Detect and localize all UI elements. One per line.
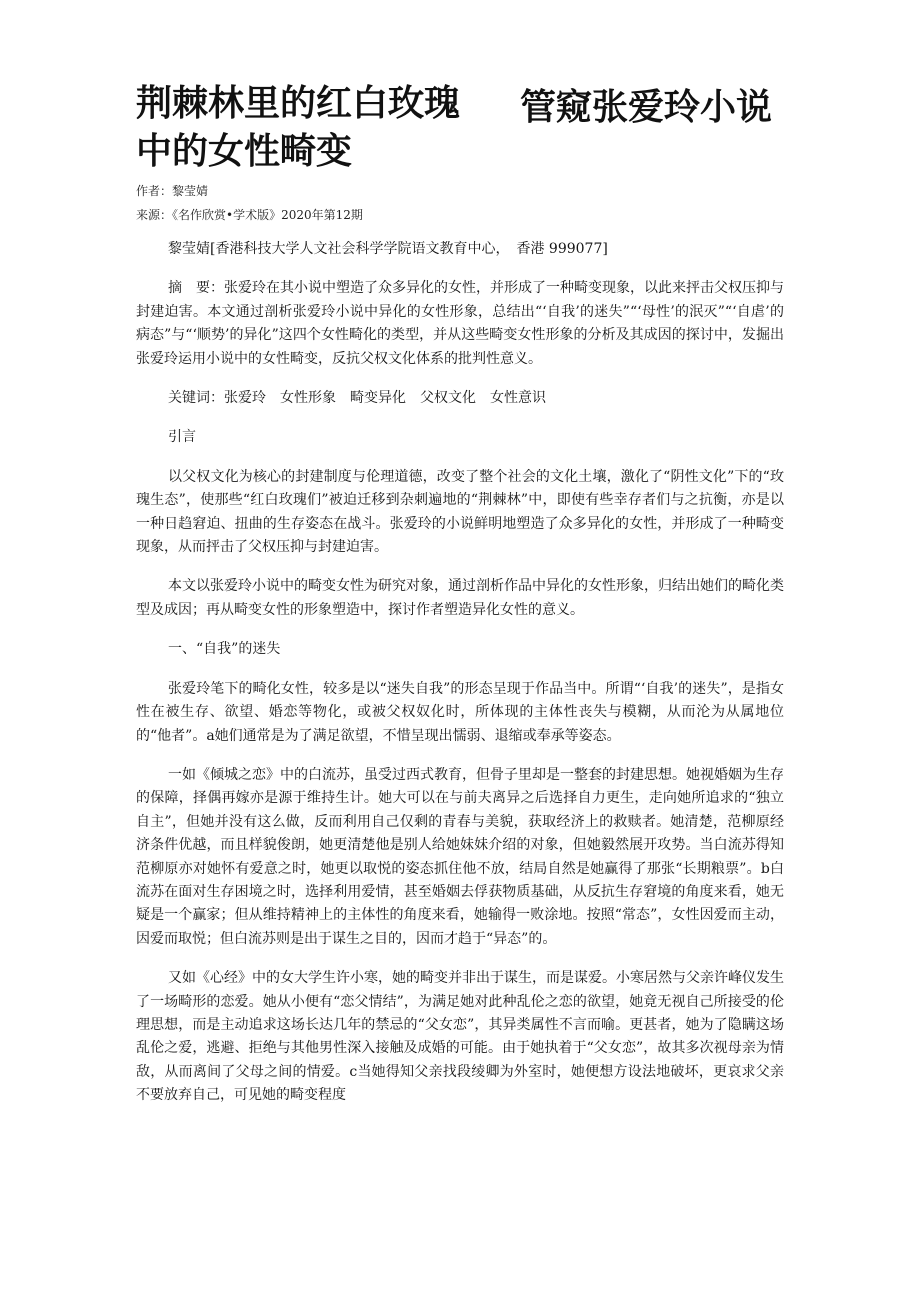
section1-paragraph-2: 一如《倾城之恋》中的白流苏，虽受过西式教育，但骨子里却是一整套的封建思想。她视婚姻为生存的保障，择偶再嫁亦是源于维持生计。她大可以在与前夫离异之后选择自力更生，走向她所追求的“独立自主”，但她并没有这么做，反而利用自己仅剩的青春与美貌，获取经济上的救赎者。她清楚，范柳原经济条件优越，而且样貌俊朗，她更清楚他是别人给她妹妹介绍的对象，但她毅然展开攻势。当白流苏得知范柳原亦对她怀有爱意之时，她更以取悦的姿态抓住他不放，结局自然是她赢得了那张“长期粮票”。b白流苏在面对生存困境之时，选择利用爱情，甚至婚姻去俘获物质基础，从反抗生存窘境的角度来看，她无疑是一个赢家；但从维持精神上的主体性的角度来看，她输得一败涂地。按照“常态”，女性因爱而主动，因爱而取悦；但白流苏则是出于谋生之目的，因而才趋于“异态”的。 <box>136 766 784 947</box>
author-line: 作者：黎莹婧 <box>136 184 209 198</box>
intro-paragraph-2: 本文以张爱玲小说中的畸变女性为研究对象，通过剖析作品中异化的女性形象，归结出她们的畸化类型及成因；再从畸变女性的形象塑造中，探讨作者塑造异化女性的意义。 <box>136 578 784 618</box>
article-title-part1: 荆棘林里的红白玫瑰中的女性畸变 <box>136 83 461 172</box>
article-body <box>136 238 784 1124</box>
section1-paragraph-3: 又如《心经》中的女大学生许小寒，她的畸变并非出于谋生，而是谋爱。小寒居然与父亲许峰仪发生了一场畸形的恋爱。她从小便有“恋父情结”，为满足她对此种乱伦之恋的欲望，她竟无视自己所接受的伦理思想，而是主动追求这场长达几年的禁忌的“父女恋”，其异类属性不言而喻。更甚者，她为了隐瞒这场乱伦之爱，逃避、拒绝与其他男性深入接触及成婚的可能。由于她执着于“父女恋”，故其多次视母亲为情敌，从而离间了父母之间的情爱。c当她得知父亲找段绫卿为外室时，她便想方设法地破坏，更哀求父亲不要放弃自己，可见她的畸变程度 <box>136 970 784 1104</box>
intro-paragraph-1: 以父权文化为核心的封建制度与伦理道德，改变了整个社会的文化土壤，激化了“阴性文化”下的“玫瑰生态”，使那些“红白玫瑰们”被迫迁移到杂刺遍地的“荆棘林”中，即使有些幸存者们与之抗衡，亦是以一种日趋窘迫、扭曲的生存姿态在战斗。张爱玲的小说鲜明地塑造了众多异化的女性，并形成了一种畸变现象，从而抨击了父权压抑与封建迫害。 <box>136 468 784 556</box>
article-title-part2: 管窥张爱玲小说 <box>520 87 773 128</box>
section1-paragraph-1: 张爱玲笔下的畸化女性，较多是以“迷失自我”的形态呈现于作品当中。所谓“‘自我’的迷失”，是指女性在被生存、欲望、婚恋等物化，或被父权奴化时，所体现的主体性丧失与模糊，从而沦为从属地位的“他者”。a她们通常是为了满足欲望，不惜呈现出懦弱、退缩或奉承等姿态。 <box>136 680 784 744</box>
abstract: 摘 要：张爱玲在其小说中塑造了众多异化的女性，并形成了一种畸变现象，以此来抨击父权压抑与封建迫害。本文通过剖析张爱玲小说中异化的女性形象，总结出“‘自我’的迷失”“‘母性’的泯灭”“‘自虐’的病态”与“‘顺势’的异化”这四个女性畸化的类型，并从这些畸变女性形象的分析及其成因的探讨中，发掘出张爱玲运用小说中的女性畸变，反抗父权文化体系的批判性意义。 <box>136 280 784 367</box>
keywords: 关键词：张爱玲 女性形象 畸变异化 父权文化 女性意识 <box>168 390 546 407</box>
affiliation: 黎莹婧[香港科技大学人文社会科学学院语文教育中心， 香港 999077] <box>168 241 608 257</box>
source-line: 来源：《名作欣赏•学术版》2020年第12期 <box>136 208 363 222</box>
intro-heading: 引言 <box>168 429 196 446</box>
section1-heading: 一、“自我”的迷失 <box>168 641 281 658</box>
